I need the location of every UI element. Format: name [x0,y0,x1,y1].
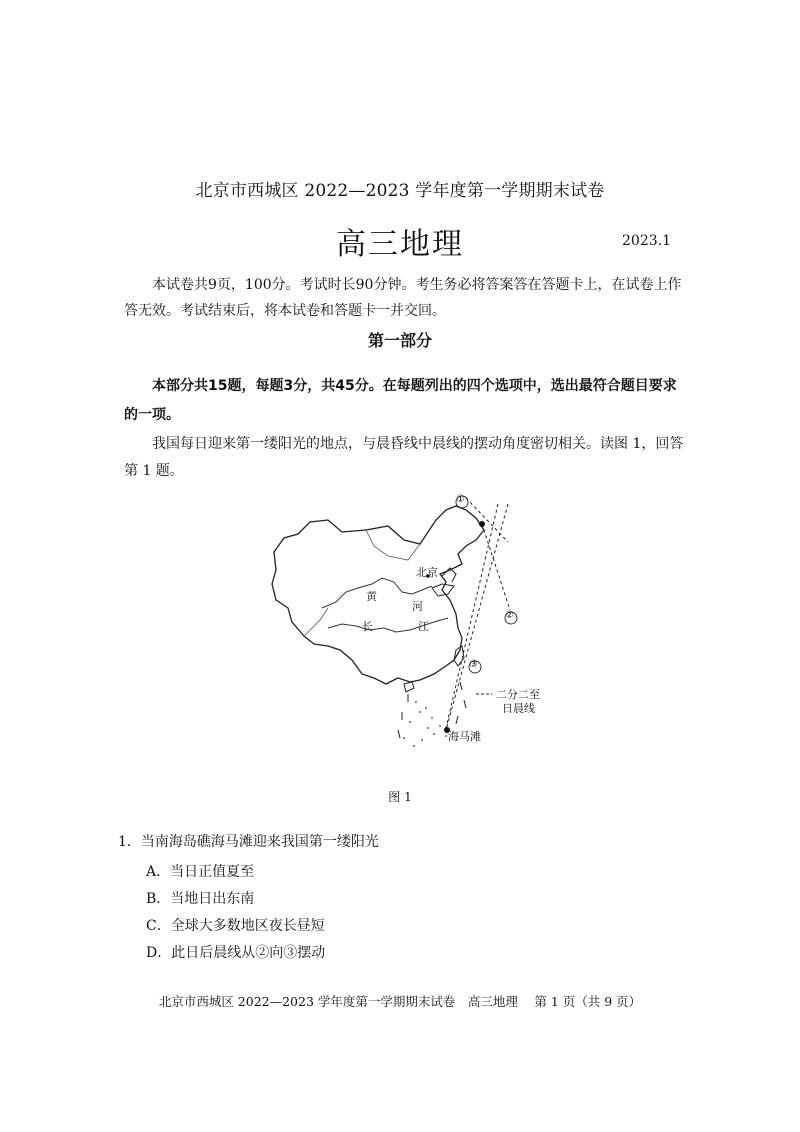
subject-title: 高三地理 [336,227,464,262]
option-text: 当日正值夏至 [170,864,255,880]
option-letter: A． [146,864,171,880]
yangtze-river [328,618,448,632]
exam-title: 北京市西城区 2022—2023 学年度第一学期期末试卷 [195,181,605,201]
haimatan-label: 海马滩 [448,730,481,743]
china-outline-map [270,490,560,760]
terminator-line-4 [446,504,498,728]
section-description: 本部分共15题，每题3分，共45分。在每题列出的四个选项中，选出最符合题目要求的一项。 [124,378,677,423]
china-outline [272,506,484,684]
yangtze-label-2: 江 [418,620,429,633]
inner-border [304,608,328,636]
option-letter: B． [146,891,171,907]
exam-date: 2023.1 [622,233,671,249]
option-d [146,942,698,969]
option-a [146,861,698,888]
option-b [146,888,698,915]
marker-label-1: ① [456,494,465,505]
question-stem: 1．当南海岛礁海马滩迎来我国第一缕阳光 [118,834,379,850]
yangtze-label-1: 长 [362,620,373,633]
option-letter: D． [146,945,172,961]
terminator-line-2 [482,524,510,610]
option-text: 当地日出东南 [170,891,255,907]
option-text: 此日后晨线从②向③摆动 [171,945,326,961]
yellow-river-label-2: 河 [412,600,423,613]
option-letter: C． [146,918,171,934]
yellow-river-label-1: 黄 [366,590,377,603]
northeast-point [479,521,485,527]
marker-label-3: ③ [469,659,478,670]
page-footer: 北京市西城区 2022—2023 学年度第一学期期末试卷 高三地理 第 1 页（共 9 页） [158,994,642,1009]
legend-label-line1: 二分二至 [496,688,540,701]
inner-border [366,530,420,560]
terminator-line-1 [466,498,508,542]
legend-label-line2: 日晨线 [502,702,535,715]
question-material: 我国每日迎来第一缕阳光的地点，与晨昏线中晨线的摆动角度密切相关。读图 1，回答第 1 题。 [124,436,684,479]
shandong-peninsula [432,584,454,596]
section-title: 第一部分 [367,331,432,350]
option-text: 全球大多数地区夜长昼短 [170,918,325,934]
figure-china-map [270,490,560,760]
option-c [146,915,698,942]
question-1 [118,831,698,969]
marker-label-2: ② [505,610,514,621]
south-sea-islands [403,701,447,747]
hainan-island [404,682,414,692]
beijing-label: 北京 [416,566,438,579]
exam-instructions: 本试卷共9页，100分。考试时长90分钟。考生务必将答案答在答题卡上，在试卷上作答无效。考试结束后，将本试卷和答题卡一并交回。 [124,277,682,319]
figure-caption: 图 1 [388,790,412,804]
